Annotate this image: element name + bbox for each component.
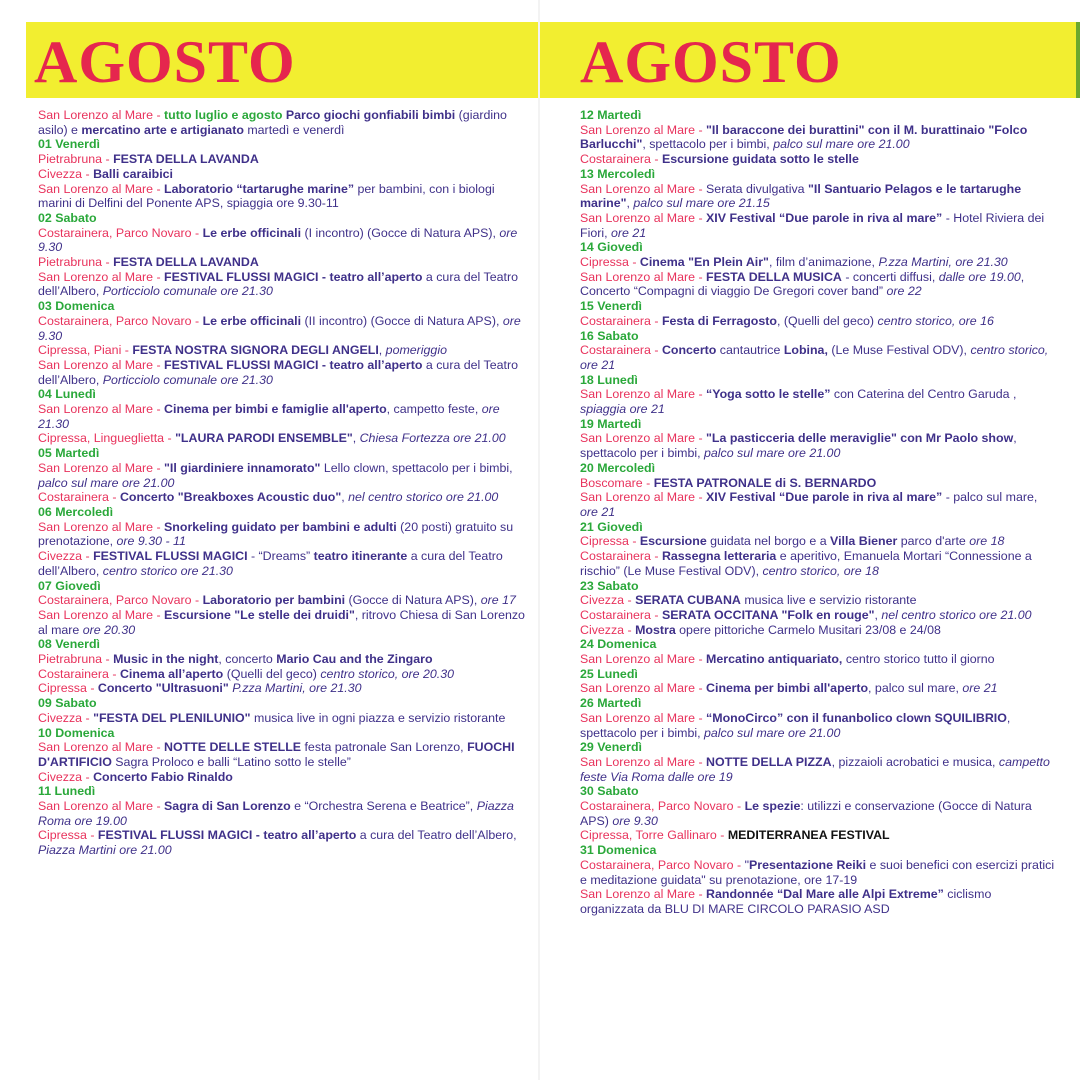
event-entry — [38, 770, 528, 785]
event-title: "Il Santuario Pelagos e le tartarughe marine" — [580, 181, 1022, 211]
event-title: XIV Festival “Due parole in riva al mare” — [706, 210, 943, 225]
event-entry — [580, 858, 1058, 887]
event-title: Randonnée “Dal Mare alle Alpi Extreme” — [706, 887, 944, 902]
day-heading: 11 Lunedì — [38, 784, 96, 799]
event-detail: musica live in ogni piazza e servizio ristorante — [250, 710, 506, 725]
event-location: San Lorenzo al Mare - — [38, 357, 165, 372]
event-entry — [38, 255, 528, 270]
event-detail: : utilizzi e conservazione (Gocce di Natura APS) — [580, 799, 1032, 828]
event-detail: palco sul mare ore 21.00 — [703, 446, 841, 461]
event-title: Sagra di San Lorenzo — [164, 799, 291, 814]
event-title: XIV Festival “Due parole in riva al mare” — [706, 490, 943, 505]
event-entry — [38, 799, 528, 828]
event-title: FESTA PATRONALE di S. BERNARDO — [653, 475, 877, 490]
event-detail: Porticciolo comunale ore 21.30 — [102, 284, 273, 299]
event-title: Mercatino antiquariato, — [706, 652, 843, 667]
event-detail: P.zza Martini, ore 21.30 — [232, 681, 362, 696]
event-detail: , (Quelli del geco) — [776, 313, 878, 328]
event-title: "LAURA PARODI ENSEMBLE" — [175, 431, 353, 446]
event-detail: Lello clown, spettacolo per i bimbi, — [320, 460, 513, 475]
event-detail: cantautrice — [716, 343, 784, 358]
event-title: teatro itinerante — [313, 549, 408, 564]
event-title: "La pasticceria delle meraviglie" con Mr Paolo show — [706, 431, 1014, 446]
event-detail: Serata divulgativa — [706, 181, 808, 196]
day-heading: 06 Mercoledì — [38, 504, 114, 519]
event-title: Parco giochi gonfiabili bimbi — [285, 108, 456, 122]
event-location: Civezza - — [38, 166, 94, 181]
event-detail: , palco sul mare, — [868, 681, 963, 696]
event-location: San Lorenzo al Mare - — [580, 122, 707, 137]
event-detail: e suoi benefici con esercizi pratici e meditazione guidata" su prenotazione, ore 17-19 — [580, 857, 1055, 887]
day-heading: 31 Domenica — [580, 843, 657, 858]
event-entry — [580, 387, 1058, 416]
event-entry — [580, 652, 1058, 667]
event-entry — [38, 740, 528, 769]
event-detail: ore 9.30 — [38, 225, 518, 255]
day-heading: 21 Giovedì — [580, 519, 643, 534]
event-title: Le erbe officinali — [202, 313, 302, 328]
event-location: San Lorenzo al Mare - — [580, 754, 707, 769]
event-entry — [38, 167, 528, 182]
event-detail: centro storico, ore 18 — [762, 563, 879, 578]
event-detail: nel centro storico ore 21.00 — [881, 607, 1032, 622]
event-title: FESTA NOSTRA SIGNORA DEGLI ANGELI — [132, 343, 379, 358]
event-location: San Lorenzo al Mare - — [38, 402, 165, 417]
event-location: San Lorenzo al Mare - — [580, 431, 707, 446]
event-title: Presentazione Reiki — [749, 857, 867, 872]
event-entry — [38, 358, 528, 387]
event-title: SERATA OCCITANA "Folk en rouge" — [661, 607, 875, 622]
event-detail: campetto feste Via Roma dalle ore 19 — [580, 754, 1050, 784]
event-location: Cipressa, Lingueglietta - — [38, 431, 176, 446]
event-entry — [38, 226, 528, 255]
event-location: San Lorenzo al Mare - — [38, 460, 165, 475]
day-heading: 25 Lunedì — [580, 666, 638, 681]
event-detail: a cura del Teatro dell’Albero, — [38, 549, 503, 578]
event-location: Cipressa, Piani - — [38, 343, 133, 358]
event-entry — [580, 549, 1058, 578]
event-entry — [580, 270, 1058, 299]
event-entry — [580, 755, 1058, 784]
event-entry — [580, 711, 1058, 740]
event-detail: , — [341, 490, 349, 505]
event-entry — [38, 490, 528, 505]
event-title: FUOCHI D'ARTIFICIO — [38, 740, 515, 769]
event-title: mercatino arte e artigianato — [81, 122, 244, 137]
event-title: FESTIVAL FLUSSI MAGICI - teatro all’aperto — [164, 357, 423, 372]
event-location: Costarainera, Parco Novaro - — [580, 857, 745, 872]
event-title: Mostra — [635, 622, 676, 637]
event-title: Villa Biener — [830, 534, 898, 549]
event-detail: nel centro storico ore 21.00 — [348, 490, 499, 505]
event-entry — [38, 314, 528, 343]
event-title: Cinema per bimbi e famiglie all'aperto — [164, 402, 387, 417]
event-location: Costarainera - — [580, 607, 662, 622]
day-heading: 13 Mercoledì — [580, 166, 656, 181]
event-entry — [38, 549, 528, 578]
event-location: Cipressa - — [580, 534, 640, 549]
event-location: San Lorenzo al Mare - — [38, 519, 165, 534]
event-detail: ore 21.30 — [38, 402, 500, 431]
event-location: San Lorenzo al Mare - — [38, 607, 165, 622]
event-title: NOTTE DELLA PIZZA — [706, 754, 832, 769]
event-detail: (20 posti) gratuito su prenotazione, — [38, 519, 514, 549]
event-detail: parco d'arte — [897, 534, 970, 549]
event-title: Lobina, — [783, 343, 828, 358]
event-location: Costarainera, Parco Novaro - — [38, 593, 203, 608]
day-heading: 12 Martedì — [580, 108, 642, 122]
day-heading: 24 Domenica — [580, 637, 657, 652]
event-title: Laboratorio “tartarughe marine” — [164, 181, 355, 196]
event-detail: ore 21 — [962, 681, 998, 696]
event-entry — [38, 652, 528, 667]
event-detail: ore 9.30 — [38, 313, 521, 343]
event-entry — [580, 828, 1058, 843]
event-title: SERATA CUBANA — [635, 593, 741, 608]
event-title: Rassegna letteraria — [661, 549, 777, 564]
event-entry — [38, 608, 528, 637]
event-entry — [580, 182, 1058, 211]
event-detail: centro storico, ore 21 — [580, 343, 1049, 372]
event-location: Pietrabruna - — [38, 652, 114, 667]
event-detail: a cura del Teatro dell’Albero, — [38, 357, 518, 387]
event-detail: dalle ore 19.00 — [938, 269, 1021, 284]
page-title-right: AGOSTO — [580, 29, 842, 95]
event-detail: palco sul mare ore 21.00 — [773, 137, 910, 152]
event-location: Costarainera - — [38, 490, 120, 505]
event-detail: , ritrovo Chiesa di San Lorenzo al mare — [38, 607, 525, 637]
event-detail: e “Orchestra Serena e Beatrice”, — [290, 799, 477, 814]
event-detail: ore 21 — [610, 225, 647, 240]
event-location: San Lorenzo al Mare - — [580, 210, 707, 225]
event-detail: tutto luglio e agosto — [164, 108, 286, 122]
event-detail: Piazza Roma ore 19.00 — [38, 799, 514, 828]
event-location: Pietrabruna - — [38, 255, 114, 270]
event-detail: centro storico, ore 16 — [877, 313, 994, 328]
event-detail: - palco sul mare, — [942, 490, 1038, 505]
event-location: San Lorenzo al Mare - — [38, 740, 165, 755]
event-title: Balli caraibici — [93, 166, 173, 181]
event-entry — [38, 828, 528, 857]
event-detail: per bambini, con i biologi marini di Delfini del Ponente APS, spiaggia ore 9.30-11 — [38, 181, 495, 211]
event-location: Costarainera, Parco Novaro - — [38, 225, 203, 240]
day-heading: 04 Lunedì — [38, 387, 96, 402]
event-title: Laboratorio per bambini — [202, 593, 346, 608]
event-detail: con Caterina del Centro Garuda , — [830, 387, 1017, 402]
day-heading: 15 Venerdì — [580, 299, 642, 314]
event-title: FESTA DELLA LAVANDA — [113, 152, 259, 167]
event-detail: ore 9.30 - 11 — [116, 534, 186, 549]
event-title: "Il giardiniere innamorato" — [164, 460, 321, 475]
event-title: “MonoCirco” con il funanbolico clown SQUILIBRIO — [706, 710, 1007, 725]
event-entry — [580, 152, 1058, 167]
event-title: FESTA DELLA MUSICA — [706, 269, 842, 284]
day-heading: 03 Domenica — [38, 299, 115, 314]
event-detail: Sagra Proloco e balli “Latino sotto le stelle” — [111, 754, 351, 769]
event-entry — [38, 431, 528, 446]
event-detail: , pizzaioli acrobatici e musica, — [831, 754, 999, 769]
event-detail: (Le Muse Festival ODV), — [827, 343, 971, 358]
event-detail: - Hotel Riviera dei Fiori, — [580, 210, 1045, 240]
day-heading: 30 Sabato — [580, 784, 639, 799]
event-title: Escursione — [639, 534, 707, 549]
page-title-left: AGOSTO — [34, 29, 296, 95]
event-title: NOTTE DELLE STELLE — [164, 740, 302, 755]
day-heading: 02 Sabato — [38, 210, 97, 225]
event-location: Costarainera - — [580, 152, 662, 167]
event-location: Civezza - — [580, 622, 636, 637]
event-detail: , — [874, 607, 882, 622]
event-entry — [38, 108, 528, 137]
event-detail: Piazza Martini ore 21.00 — [38, 843, 172, 858]
event-detail: , spettacolo per i bimbi, — [580, 431, 1017, 461]
event-detail: , concerto — [218, 652, 277, 667]
event-location: Boscomare - — [580, 475, 654, 490]
event-detail: , — [352, 431, 360, 446]
event-detail: a cura del Teatro dell’Albero, — [356, 828, 517, 843]
event-location: San Lorenzo al Mare - — [580, 490, 707, 505]
event-entry — [580, 211, 1058, 240]
event-location: Costarainera, Parco Novaro - — [580, 799, 745, 814]
event-entry — [580, 681, 1058, 696]
event-detail: , Concerto “Compagni di viaggio De Gregori cover band” — [580, 269, 1025, 299]
event-location: Costarainera - — [580, 549, 662, 564]
event-title: Music in the night — [113, 652, 219, 667]
day-heading: 23 Sabato — [580, 578, 639, 593]
event-detail: (Quelli del geco) — [223, 666, 321, 681]
day-heading: 09 Sabato — [38, 696, 97, 711]
event-detail: palco sul mare ore 21.00 — [703, 725, 841, 740]
event-detail: - concerti diffusi, — [841, 269, 939, 284]
event-entry — [38, 270, 528, 299]
day-heading: 19 Martedì — [580, 416, 642, 431]
event-title: "Il baraccone dei burattini" con il M. burattinaio "Folco Barlucchi" — [580, 122, 1028, 152]
day-heading: 29 Venerdì — [580, 740, 642, 755]
event-location: Civezza - — [38, 769, 94, 784]
page-gutter — [538, 0, 540, 1080]
day-heading: 18 Lunedì — [580, 372, 638, 387]
event-detail: centro storico ore 21.30 — [102, 563, 233, 578]
events-column-right — [580, 108, 1058, 917]
event-location: San Lorenzo al Mare - — [38, 108, 165, 122]
event-title: MEDITERRANEA FESTIVAL — [727, 828, 890, 843]
event-location: Costarainera - — [580, 343, 662, 358]
event-detail: a cura del Teatro dell’Albero, — [38, 269, 518, 299]
event-title: Cinema per bimbi all'aperto — [706, 681, 869, 696]
day-heading: 10 Domenica — [38, 725, 115, 740]
event-entry — [580, 593, 1058, 608]
event-detail: , spettacolo per i bimbi, — [642, 137, 774, 152]
event-detail: opere pittoriche Carmelo Musitari 23/08 e 24/08 — [675, 622, 941, 637]
event-location: Civezza - — [38, 549, 94, 564]
event-location: San Lorenzo al Mare - — [38, 799, 165, 814]
event-entry — [580, 608, 1058, 623]
event-location: Cipressa - — [38, 828, 98, 843]
event-title: FESTA DELLA LAVANDA — [113, 255, 259, 270]
event-detail: Porticciolo comunale ore 21.30 — [102, 372, 273, 387]
event-title: Escursione "Le stelle dei druidi" — [164, 607, 355, 622]
event-entry — [580, 343, 1058, 372]
day-heading: 08 Venerdì — [38, 637, 100, 652]
event-title: “Yoga sotto le stelle” — [706, 387, 831, 402]
event-detail: musica live e servizio ristorante — [740, 593, 917, 608]
event-detail: palco sul mare ore 21.15 — [633, 196, 770, 211]
event-location: Cipressa, Torre Gallinaro - — [580, 828, 728, 843]
event-entry — [580, 123, 1058, 152]
event-detail: " — [744, 857, 749, 872]
event-detail: ore 22 — [886, 284, 922, 299]
event-entry — [580, 534, 1058, 549]
event-detail: spiaggia ore 21 — [580, 402, 665, 417]
day-heading: 20 Mercoledì — [580, 460, 656, 475]
event-location: Costarainera - — [580, 313, 662, 328]
event-title: Concerto "Ultrasuoni" — [97, 681, 229, 696]
event-title: Cinema "En Plein Air" — [639, 255, 769, 270]
event-detail: ore 9.30 — [612, 813, 658, 828]
event-location: Costarainera, Parco Novaro - — [38, 313, 203, 328]
event-detail: ore 17 — [480, 593, 516, 608]
event-detail: ore 20.30 — [82, 622, 136, 637]
day-heading: 07 Giovedì — [38, 578, 101, 593]
event-detail: (I incontro) (Gocce di Natura APS), — [301, 225, 500, 240]
event-entry — [38, 711, 528, 726]
day-heading: 16 Sabato — [580, 328, 639, 343]
event-title: Snorkeling guidato per bambini e adulti — [164, 519, 397, 534]
event-detail: centro storico, ore 20.30 — [320, 666, 454, 681]
event-title: Le erbe officinali — [202, 225, 302, 240]
event-entry — [38, 681, 528, 696]
event-title: Concerto — [661, 343, 717, 358]
event-detail: palco sul mare ore 21.00 — [38, 475, 175, 490]
event-entry — [580, 623, 1058, 638]
event-entry — [38, 402, 528, 431]
event-title: Escursione guidata sotto le stelle — [661, 152, 859, 167]
event-location: San Lorenzo al Mare - — [580, 681, 707, 696]
event-title: FESTIVAL FLUSSI MAGICI - teatro all’aperto — [164, 269, 423, 284]
corner-accent — [1076, 22, 1080, 98]
event-detail: (II incontro) (Gocce di Natura APS), — [301, 313, 503, 328]
event-location: Pietrabruna - — [38, 152, 114, 167]
event-detail: (giardino asilo) e — [38, 108, 507, 137]
event-entry — [38, 461, 528, 490]
event-location: San Lorenzo al Mare - — [580, 387, 707, 402]
event-entry — [580, 887, 1058, 916]
event-detail: , — [378, 343, 386, 358]
event-detail: ciclismo organizzata da BLU DI MARE CIRCOLO PARASIO ASD — [580, 887, 992, 916]
event-location: Cipressa - — [38, 681, 98, 696]
event-detail: P.zza Martini, ore 21.30 — [878, 255, 1008, 270]
event-title: Concerto "Breakboxes Acoustic duo" — [119, 490, 342, 505]
event-title: Mario Cau and the Zingaro — [276, 652, 433, 667]
event-detail: , campetto feste, — [386, 402, 482, 417]
event-entry — [580, 314, 1058, 329]
event-location: San Lorenzo al Mare - — [580, 269, 707, 284]
event-title: Festa di Ferragosto — [661, 313, 777, 328]
event-location: San Lorenzo al Mare - — [580, 652, 707, 667]
event-entry — [38, 343, 528, 358]
event-location: Cipressa - — [580, 255, 640, 270]
event-detail: martedì e venerdì — [243, 122, 345, 137]
event-detail: , — [626, 196, 634, 211]
event-detail: , film d’animazione, — [768, 255, 879, 270]
event-title: Le spezie — [744, 799, 801, 814]
events-column-left — [38, 108, 528, 858]
event-entry — [580, 255, 1058, 270]
event-location: San Lorenzo al Mare - — [580, 710, 707, 725]
event-location: Civezza - — [38, 710, 94, 725]
event-title: FESTIVAL FLUSSI MAGICI — [93, 549, 248, 564]
event-entry — [38, 520, 528, 549]
event-detail: ore 21 — [580, 504, 616, 519]
event-location: Civezza - — [580, 593, 636, 608]
event-entry — [38, 182, 528, 211]
event-detail: ore 18 — [969, 534, 1005, 549]
event-title: "FESTA DEL PLENILUNIO" — [93, 710, 251, 725]
event-detail: e aperitivo, Emanuela Mortari “Connessione a rischio” (Le Muse Festival ODV), — [580, 549, 1032, 578]
event-location: San Lorenzo al Mare - — [580, 181, 707, 196]
event-location: San Lorenzo al Mare - — [38, 181, 165, 196]
day-heading: 26 Martedì — [580, 696, 642, 711]
event-location: San Lorenzo al Mare - — [580, 887, 707, 902]
event-entry — [38, 593, 528, 608]
event-entry — [580, 476, 1058, 491]
event-detail: , spettacolo per i bimbi, — [580, 710, 1011, 740]
day-heading: 14 Giovedì — [580, 240, 643, 255]
event-title: FESTIVAL FLUSSI MAGICI - teatro all’aperto — [97, 828, 357, 843]
event-title: Cinema all’aperto — [119, 666, 224, 681]
event-detail: pomeriggio — [385, 343, 447, 358]
event-title: Concerto Fabio Rinaldo — [93, 769, 233, 784]
event-entry — [580, 799, 1058, 828]
event-detail: - “Dreams” — [247, 549, 314, 564]
event-location: San Lorenzo al Mare - — [38, 269, 165, 284]
event-detail: centro storico tutto il giorno — [842, 652, 995, 667]
day-heading: 05 Martedì — [38, 446, 100, 461]
event-location: Costarainera - — [38, 666, 120, 681]
day-heading: 01 Venerdì — [38, 137, 100, 152]
event-entry — [580, 490, 1058, 519]
event-detail: festa patronale San Lorenzo, — [301, 740, 468, 755]
event-entry — [38, 667, 528, 682]
event-entry — [580, 431, 1058, 460]
event-entry — [38, 152, 528, 167]
event-detail: Chiesa Fortezza ore 21.00 — [359, 431, 506, 446]
event-detail: (Gocce di Natura APS), — [345, 593, 481, 608]
event-detail: guidata nel borgo e a — [706, 534, 831, 549]
